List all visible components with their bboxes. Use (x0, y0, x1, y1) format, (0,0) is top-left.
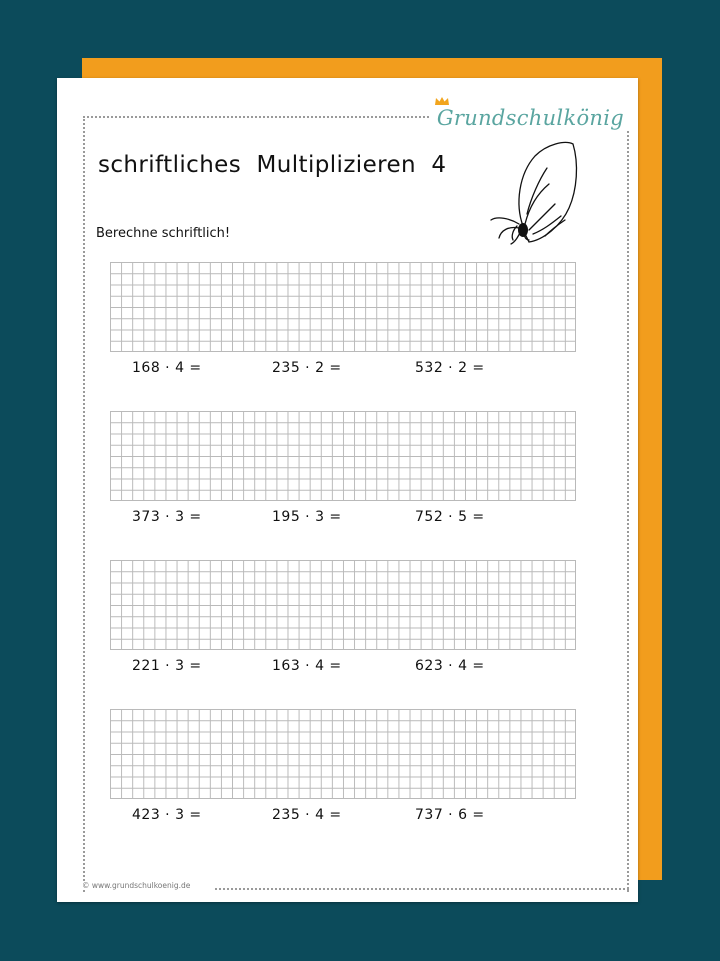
calculation-grid[interactable] (110, 709, 576, 799)
task-label: 168 · 4 = (132, 360, 202, 376)
task-label: 737 · 6 = (415, 807, 485, 823)
brand-logo (431, 96, 630, 130)
task-label: 423 · 3 = (132, 807, 202, 823)
task-label: 235 · 2 = (272, 360, 342, 376)
calculation-grid[interactable] (110, 560, 576, 650)
task-label: 532 · 2 = (415, 360, 485, 376)
task-label: 235 · 4 = (272, 807, 342, 823)
butterfly-icon (485, 134, 585, 246)
calculation-grid[interactable] (110, 411, 576, 501)
dotted-frame-bottom (215, 888, 629, 890)
brand-name: Grundschulkönig (436, 106, 624, 130)
task-label: 221 · 3 = (132, 658, 202, 674)
task-label: 195 · 3 = (272, 509, 342, 525)
task-label: 752 · 5 = (415, 509, 485, 525)
task-label: 163 · 4 = (272, 658, 342, 674)
task-label: 373 · 3 = (132, 509, 202, 525)
calculation-grid[interactable] (110, 262, 576, 352)
worksheet-page (57, 78, 638, 902)
footer-copyright: © www.grundschulkoenig.de (82, 881, 193, 890)
instruction-text: Berechne schriftlich! (96, 226, 231, 241)
task-label: 623 · 4 = (415, 658, 485, 674)
worksheet-title: schriftliches Multiplizieren 4 (98, 152, 447, 178)
crown-icon (434, 96, 450, 106)
